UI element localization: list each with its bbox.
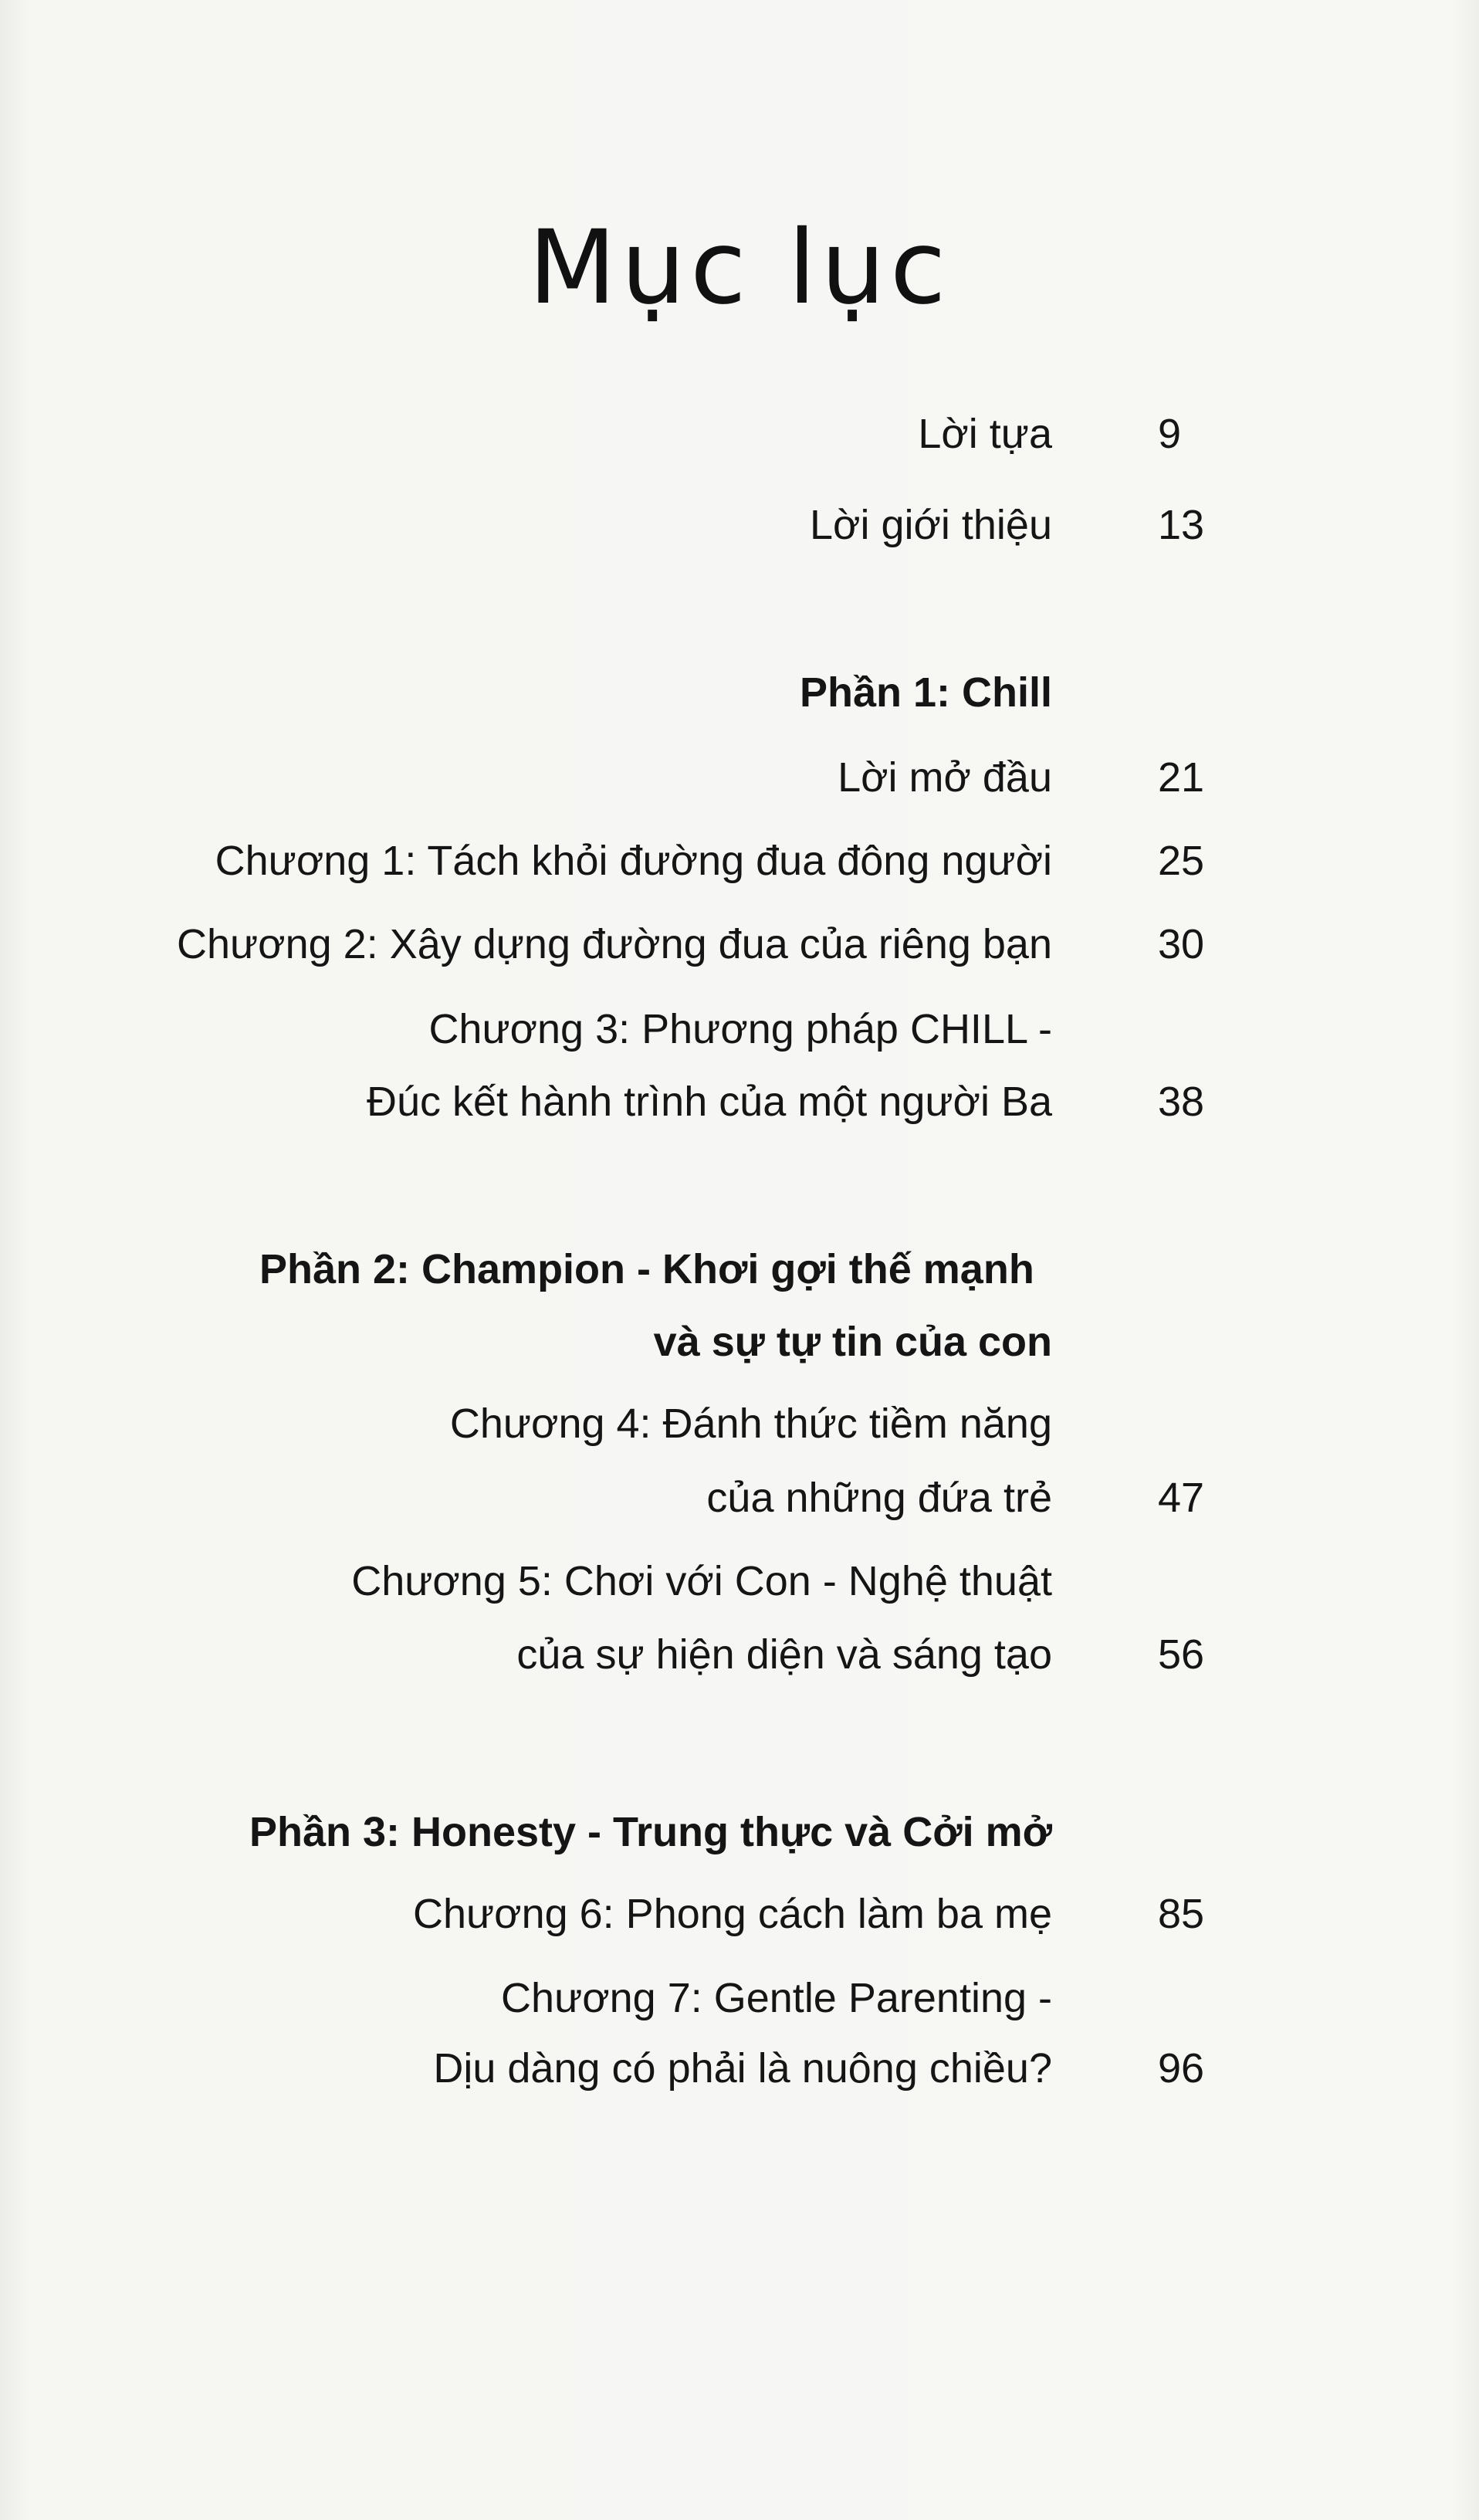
toc-page-number: 9 — [1158, 411, 1182, 457]
toc-entry-continuation: Đúc kết hành trình của một người Ba — [366, 1079, 1052, 1125]
toc-page-number: 13 — [1158, 502, 1205, 548]
toc-part-heading: Phần 1: Chill — [799, 669, 1052, 716]
toc-entry-preface: Lời tựa — [918, 411, 1052, 457]
toc-entry: Chương 6: Phong cách làm ba mẹ — [412, 1891, 1052, 1937]
toc-entry: Chương 1: Tách khỏi đường đua đông người — [215, 838, 1052, 884]
toc-page-number: 38 — [1158, 1079, 1205, 1125]
toc-entry: Lời mở đầu — [838, 754, 1052, 801]
toc-page-number: 47 — [1158, 1475, 1205, 1521]
toc-page-number: 21 — [1158, 754, 1205, 801]
toc-entry-continuation: Dịu dàng có phải là nuông chiều? — [433, 2045, 1052, 2092]
toc-entry: Chương 2: Xây dựng đường đua của riêng bạn — [177, 921, 1052, 967]
toc-page-number: 85 — [1158, 1891, 1205, 1937]
toc-entry: Chương 4: Đánh thức tiềm năng — [449, 1401, 1052, 1447]
toc-page-number: 30 — [1158, 921, 1205, 967]
toc-part-heading: Phần 2: Champion - Khơi gợi thế mạnh — [259, 1246, 1034, 1292]
toc-page-number: 25 — [1158, 838, 1205, 884]
toc-entry: Chương 7: Gentle Parenting - — [501, 1975, 1052, 2021]
toc-page-number: 96 — [1158, 2045, 1205, 2092]
toc-part-heading-continuation: và sự tự tin của con — [653, 1319, 1052, 1365]
toc-entry-continuation: của sự hiện diện và sáng tạo — [516, 1631, 1052, 1678]
toc-entry: Chương 3: Phương pháp CHILL - — [428, 1006, 1052, 1052]
toc-entry-continuation: của những đứa trẻ — [706, 1475, 1052, 1521]
toc-part-heading: Phần 3: Honesty - Trung thực và Cởi mở — [249, 1809, 1052, 1855]
toc-entry-introduction: Lời giới thiệu — [810, 502, 1052, 548]
toc-page-number: 56 — [1158, 1631, 1205, 1678]
toc-entry: Chương 5: Chơi với Con - Nghệ thuật — [351, 1558, 1052, 1604]
page-title: Mục lục — [528, 208, 951, 327]
